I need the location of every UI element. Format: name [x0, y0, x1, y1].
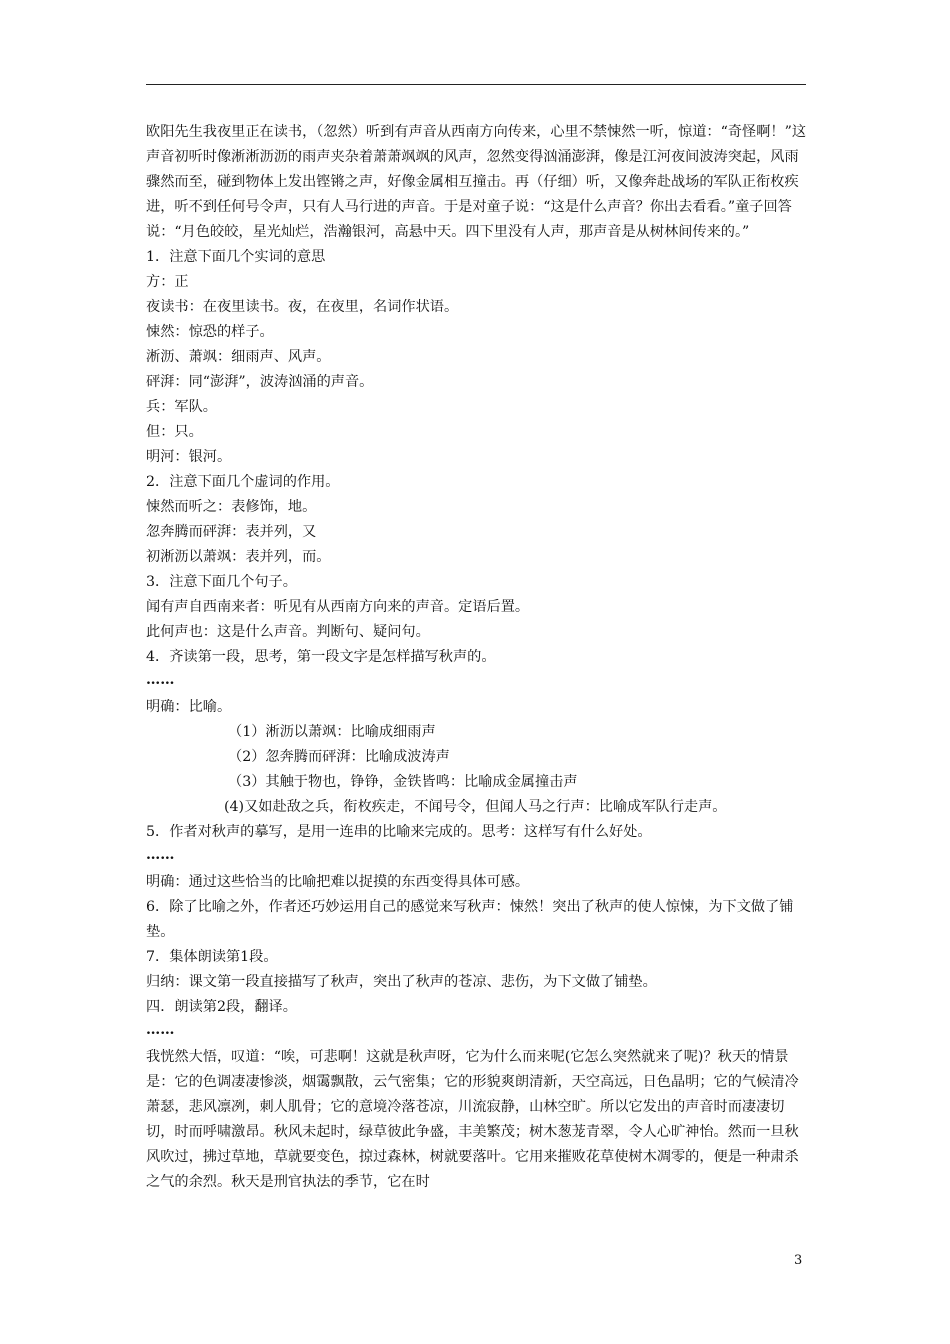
paragraph: 但：只。	[146, 424, 203, 440]
paragraph: 我恍然大悟，叹道：“唉，可悲啊！这就是秋声呀，它为什么而来呢(它怎么突然就来了呢)？秋天的情景是：它的色调凄凄惨淡，烟霭飘散，云气密集；它的形貌爽朗清新，天空高远，日色晶明；它的气候清冷萧瑟，悲风凛冽，刺人肌骨；它的意境冷落苍凉，川流寂静，山林空旷。所以它发出的声音时而凄凄切切，时而呼啸激昂。秋风未起时，绿草彼此争盛，丰美繁茂；树木葱茏青翠，令人心旷神怡。然而一旦秋风吹过，拂过草地，草就要变色，掠过森林，树就要落叶。它用来摧败花草使树木凋零的，便是一种肃杀之气的余烈。秋天是刑官执法的季节，它在时	[146, 1049, 799, 1190]
paragraph: 忽奔腾而砰湃：表并列，又	[146, 524, 317, 540]
paragraph: 悚然而听之：表修饰，地。	[146, 499, 317, 515]
document-body	[146, 120, 810, 1195]
paragraph: 明确：通过这些恰当的比喻把难以捉摸的东西变得具体可感。	[146, 874, 530, 890]
paragraph: 淅沥、萧飒：细雨声、风声。	[146, 349, 331, 365]
paragraph: 明河：银河。	[146, 449, 232, 465]
paragraph: 夜读书：在夜里读书。夜，在夜里，名词作状语。	[146, 299, 459, 315]
paragraph: ……	[146, 847, 175, 863]
paragraph: 兵：军队。	[146, 399, 217, 415]
paragraph: 2．注意下面几个虚词的作用。	[146, 474, 340, 490]
paragraph: 此何声也：这是什么声音。判断句、疑问句。	[146, 624, 430, 640]
paragraph: 四．朗读第2段，翻译。	[146, 999, 297, 1015]
paragraph: 砰湃：同“澎湃”，波涛汹涌的声音。	[146, 374, 374, 390]
paragraph: 7．集体朗读第1段。	[146, 949, 278, 965]
paragraph: 初淅沥以萧飒：表并列，而。	[146, 549, 331, 565]
paragraph: （1）淅沥以萧飒：比喻成细雨声	[228, 724, 436, 740]
header-rule	[146, 84, 806, 85]
paragraph: 4．齐读第一段，思考，第一段文字是怎样描写秋声的。	[146, 649, 496, 665]
paragraph: 欧阳先生我夜里正在读书，（忽然）听到有声音从西南方向传来，心里不禁悚然一听，惊道：“奇怪啊！”这声音初听时像淅淅沥沥的雨声夹杂着萧萧飒飒的风声，忽然变得汹涌澎湃，像是江河夜间波涛突起，风雨骤然而至，碰到物体上发出铿锵之声，好像金属相互撞击。再（仔细）听，又像奔赴战场的军队正衔枚疾进，听不到任何号令声，只有人马行进的声音。于是对童子说：“这是什么声音？你出去看看。”童子回答说：“月色皎皎，星光灿烂，浩瀚银河，高悬中天。四下里没有人声，那声音是从树林间传来的。”	[146, 124, 807, 240]
paragraph: 悚然：惊恐的样子。	[146, 324, 274, 340]
paragraph: 闻有声自西南来者：听见有从西南方向来的声音。定语后置。	[146, 599, 530, 615]
paragraph: 明确：比喻。	[146, 699, 232, 715]
paragraph: 归纳：课文第一段直接描写了秋声，突出了秋声的苍凉、悲伤，为下文做了铺垫。	[146, 974, 657, 990]
paragraph: 方：正	[146, 274, 189, 290]
paragraph: 5．作者对秋声的摹写，是用一连串的比喻来完成的。思考：这样写有什么好处。	[146, 824, 652, 840]
paragraph: ……	[146, 1022, 175, 1038]
paragraph: ……	[146, 672, 175, 688]
paragraph: 6．除了比喻之外，作者还巧妙运用自己的感觉来写秋声：悚然！突出了秋声的使人惊悚，为下文做了铺垫。	[146, 899, 794, 940]
page-number: 3	[794, 1253, 803, 1268]
paragraph: 3．注意下面几个句子。	[146, 574, 297, 590]
paragraph: (4)又如赴敌之兵，衔枚疾走，不闻号令，但闻人马之行声：比喻成军队行走声。	[224, 799, 727, 815]
paragraph: （2）忽奔腾而砰湃：比喻成波涛声	[228, 749, 450, 765]
paragraph: （3）其触于物也，铮铮，金铁皆鸣：比喻成金属撞击声	[228, 774, 578, 790]
paragraph: 1．注意下面几个实词的意思	[146, 249, 326, 265]
